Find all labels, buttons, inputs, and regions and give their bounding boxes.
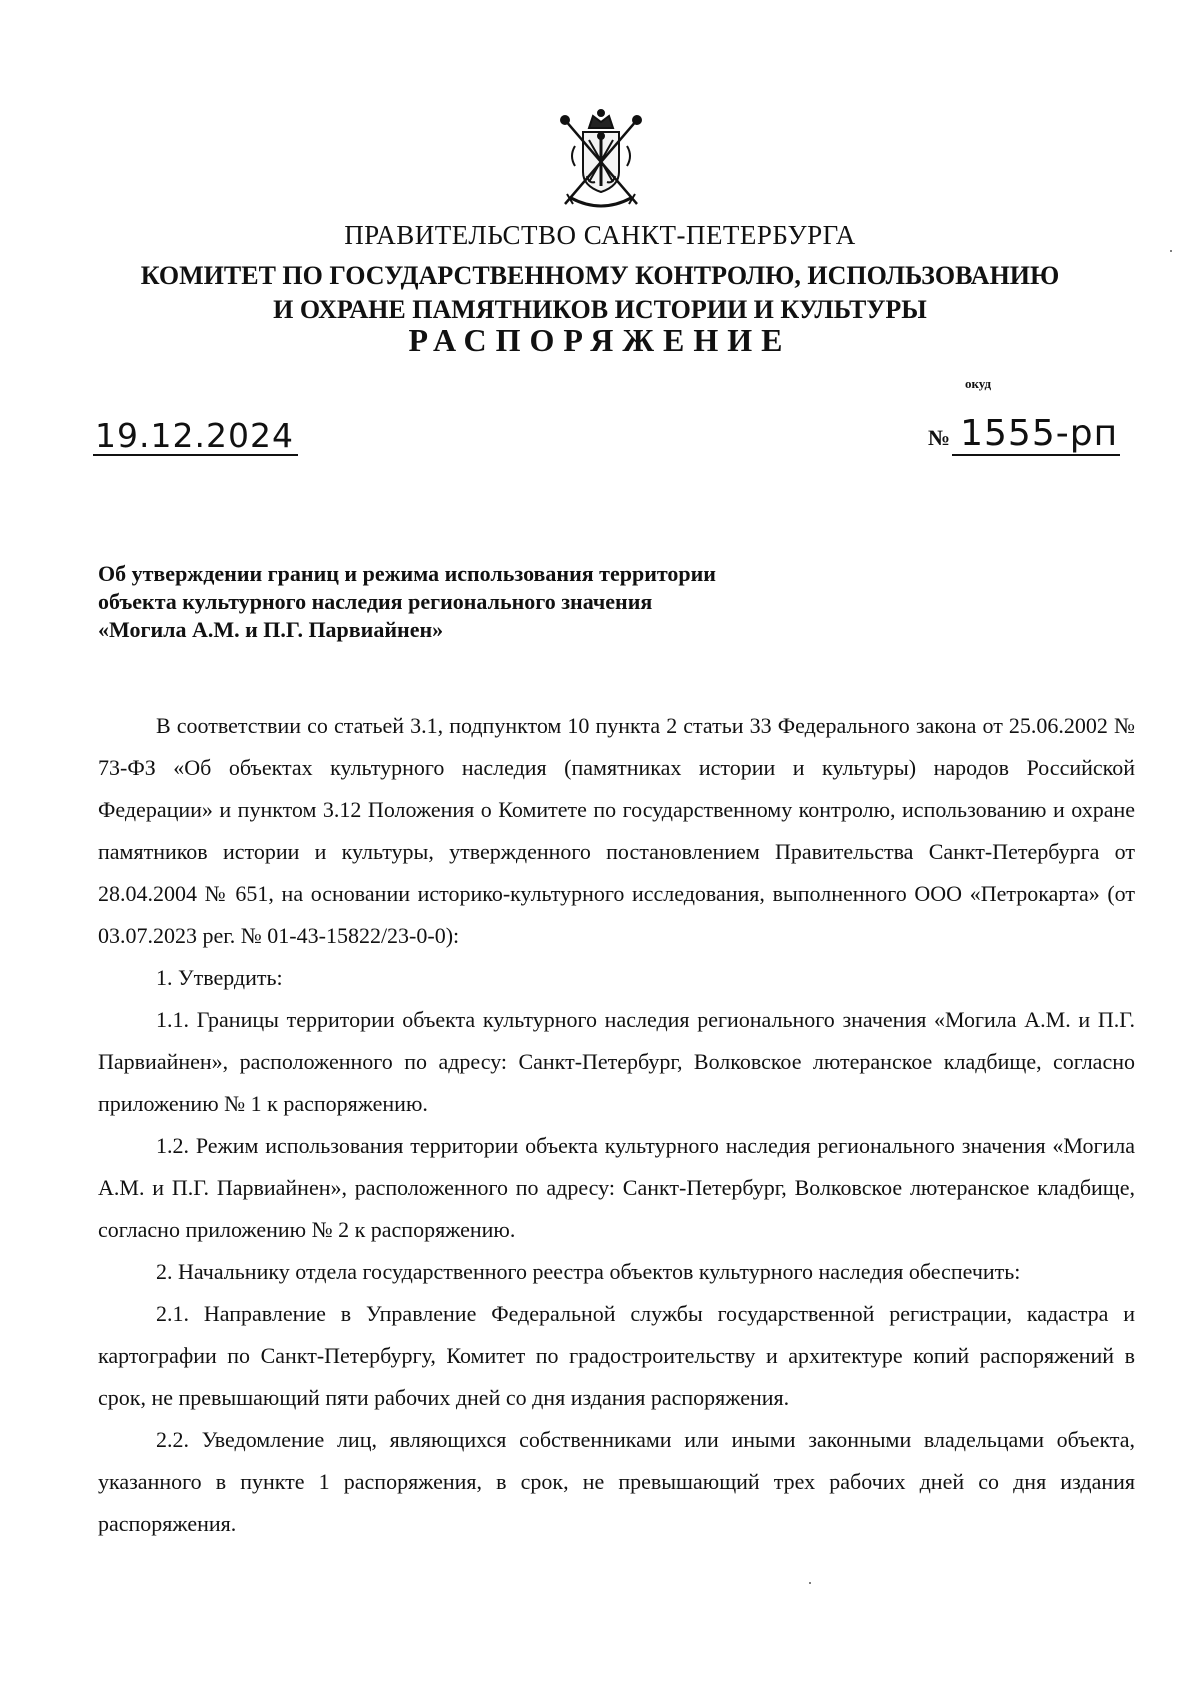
- committee-name-line1: КОМИТЕТ ПО ГОСУДАРСТВЕННОМУ КОНТРОЛЮ, ИСПОЛЬЗОВАНИЮ: [140, 261, 1060, 290]
- document-body: [98, 705, 1135, 1545]
- document-date: 19.12.2024: [93, 418, 298, 456]
- title-line2: объекта культурного наследия регионального значения: [98, 589, 653, 614]
- government-name: ПРАВИТЕЛЬСТВО САНКТ-ПЕТЕРБУРГА: [344, 220, 856, 250]
- coat-of-arms-emblem: [553, 106, 649, 216]
- paragraph-preamble: В соответствии со статьей 3.1, подпунктом 10 пункта 2 статьи 33 Федерального закона от 25.06.2002 № 73-ФЗ «Об объектах культурного наследия (памятниках истории и культуры) народов Российской Федерации» и пунктом 3.12 Положения о Комитете по государственному контролю, использованию и охране памятников истории и культуры, утвержденного постановлением Правительства Санкт-Петербурга от 28.04.2004 № 651, на основании историко-культурного исследования, выполненного ООО «Петрокарта» (от 03.07.2023 рег. № 01-43-15822/23-0-0):: [98, 713, 1135, 948]
- document-number-field: [928, 414, 1120, 456]
- paragraph-item-2-1: 2.1. Направление в Управление Федеральной службы государственной регистрации, кадастра и картографии по Санкт-Петербургу, Комитет по градостроительству и архитектуре копий распоряжений в срок, не превышающий пяти рабочих дней со дня издания распоряжения.: [98, 1301, 1135, 1410]
- title-line3: «Могила А.М. и П.Г. Парвиайнен»: [98, 617, 444, 642]
- committee-name-line2: И ОХРАНЕ ПАМЯТНИКОВ ИСТОРИИ И КУЛЬТУРЫ: [273, 295, 927, 324]
- paragraph-item-1-2: 1.2. Режим использования территории объекта культурного наследия регионального значения «Могила А.М. и П.Г. Парвиайнен», расположенного по адресу: Санкт-Петербург, Волковское лютеранское кладбище, согласно приложению № 2 к распоряжению.: [98, 1133, 1135, 1242]
- scan-speck: [809, 1582, 811, 1584]
- committee-name: [0, 259, 1200, 327]
- document-type-heading: РАСПОРЯЖЕНИЕ: [408, 322, 792, 358]
- paragraph-item-2-2: 2.2. Уведомление лиц, являющихся собственниками или иными законными владельцами объекта, указанного в пункте 1 распоряжения, в срок, не превышающий трех рабочих дней со дня издания распоряжения.: [98, 1427, 1135, 1536]
- number-sign: №: [928, 425, 951, 450]
- paragraph-item-2: 2. Начальнику отдела государственного реестра объектов культурного наследия обеспечить:: [156, 1259, 1021, 1284]
- document-title: [98, 560, 858, 644]
- scan-speck: [1170, 250, 1172, 252]
- document-number: 1555-рп: [952, 414, 1120, 456]
- title-line1: Об утверждении границ и режима использования территории: [98, 561, 716, 586]
- paragraph-item-1: 1. Утвердить:: [156, 965, 283, 990]
- paragraph-item-1-1: 1.1. Границы территории объекта культурного наследия регионального значения «Могила А.М. и П.Г. Парвиайнен», расположенного по адресу: Санкт-Петербург, Волковское лютеранское кладбище, согласно приложению № 1 к распоряжению.: [98, 1007, 1135, 1116]
- okud-label: окуд: [965, 376, 992, 391]
